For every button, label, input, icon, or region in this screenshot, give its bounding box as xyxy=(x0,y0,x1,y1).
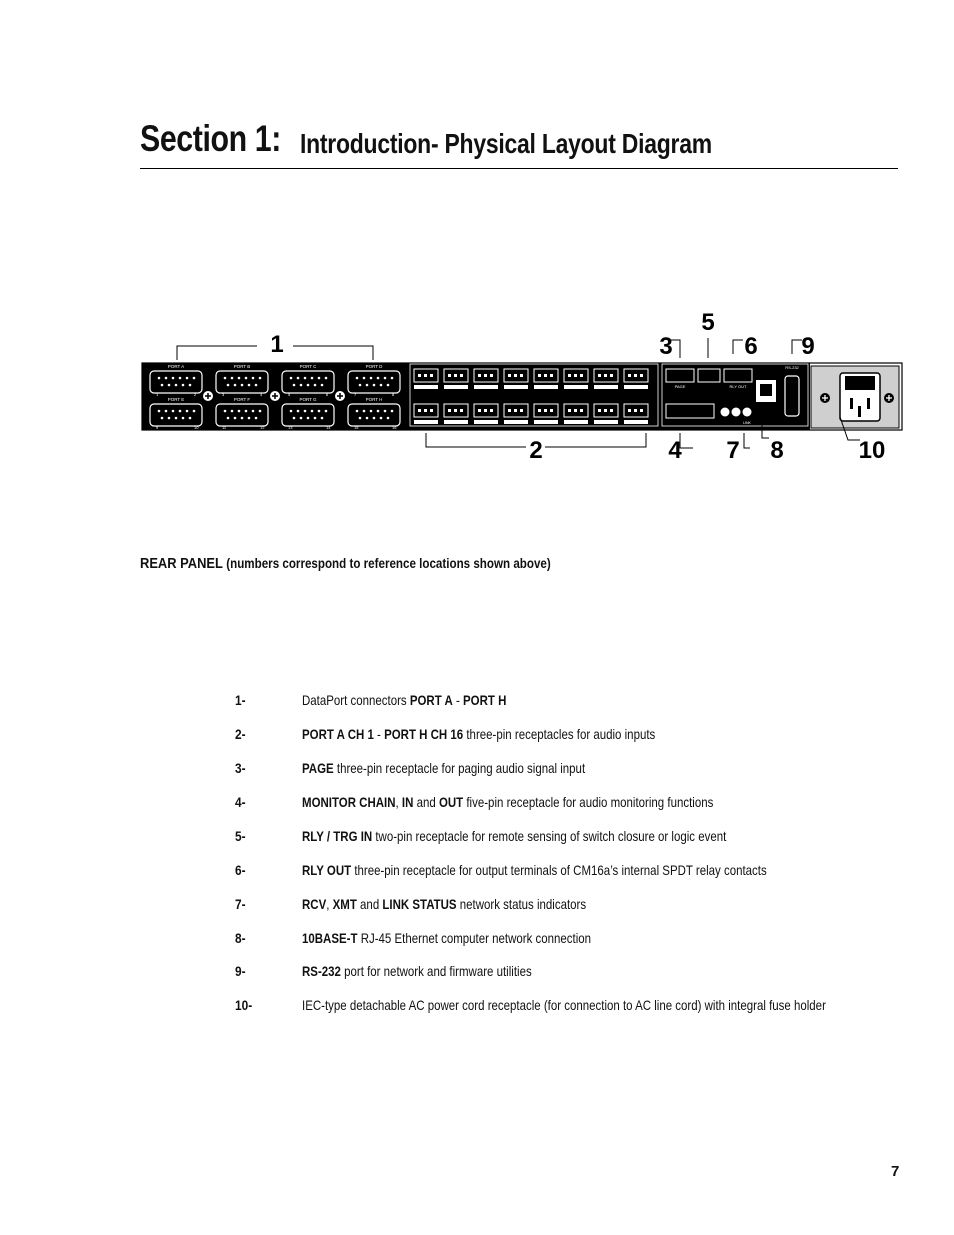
connector-pin xyxy=(255,384,258,387)
receptacle-pin xyxy=(604,409,607,412)
reference-description xyxy=(302,930,591,946)
connector-pin xyxy=(318,377,321,380)
connector-pin xyxy=(175,417,178,420)
connector-pin xyxy=(161,417,164,420)
callout-number: 2 xyxy=(529,437,543,464)
channel-label-plate xyxy=(414,385,438,389)
connector-pin xyxy=(158,410,161,413)
callout-leader xyxy=(426,433,526,447)
connector-pin xyxy=(168,417,171,420)
connector-pin xyxy=(182,417,185,420)
port-number: 4 xyxy=(260,392,263,397)
receptacle-pin xyxy=(544,409,547,412)
receptacle-pin xyxy=(610,374,613,377)
bold-term: MONITOR CHAIN xyxy=(302,794,396,810)
section-label: Section 1: xyxy=(140,118,281,159)
port-number: 16 xyxy=(392,425,397,430)
channel-label-plate xyxy=(504,420,528,424)
receptacle-pin xyxy=(634,374,637,377)
port-label: PORT B xyxy=(233,364,251,369)
receptacle-pin xyxy=(430,374,433,377)
bold-term: RLY / TRG IN xyxy=(302,828,373,844)
connector-pin xyxy=(359,384,362,387)
callout-leader xyxy=(545,433,646,447)
connector-pin xyxy=(307,384,310,387)
connector-pin xyxy=(384,377,387,380)
connector-pin xyxy=(370,410,373,413)
reference-item xyxy=(235,862,925,882)
bold-term: PORT A xyxy=(409,692,453,708)
receptacle-pin xyxy=(430,409,433,412)
receptacle-pin xyxy=(598,374,601,377)
connector-pin xyxy=(391,410,394,413)
receptacle-pin xyxy=(508,374,511,377)
description-text: two-pin receptacle for remote sensing of switch closure or logic event xyxy=(372,828,727,844)
connector-pin xyxy=(377,410,380,413)
connector-pin xyxy=(179,410,182,413)
connector-pin xyxy=(373,417,376,420)
description-text: - xyxy=(373,726,385,742)
dataport-connector xyxy=(216,371,268,393)
connector-pin xyxy=(293,417,296,420)
connector-pin xyxy=(307,417,310,420)
receptacle-pin xyxy=(538,374,541,377)
port-number: 3 xyxy=(222,392,225,397)
port-number: 14 xyxy=(326,425,331,430)
connector-pin xyxy=(384,410,387,413)
connector-pin xyxy=(290,377,293,380)
connector-pin xyxy=(293,384,296,387)
page-title: Introduction- Physical Layout Diagram xyxy=(300,128,712,159)
dataport-connector xyxy=(282,404,334,426)
description-text: and xyxy=(356,896,383,912)
connector-pin xyxy=(391,377,394,380)
bold-term: RS-232 xyxy=(302,963,341,979)
fuse-holder xyxy=(845,376,875,390)
monitor-chain-block xyxy=(666,404,714,418)
callout-number: 8 xyxy=(770,437,784,464)
port-number: 8 xyxy=(392,392,395,397)
reference-number: 3- xyxy=(235,760,246,776)
receptacle-pin xyxy=(550,374,553,377)
description-text: RJ-45 Ethernet computer network connection xyxy=(357,930,592,946)
dataport-connector xyxy=(282,371,334,393)
connector-pin xyxy=(363,377,366,380)
receptacle-pin xyxy=(598,409,601,412)
channel-label-plate xyxy=(624,420,648,424)
connector-pin xyxy=(231,410,234,413)
connector-pin xyxy=(366,417,369,420)
rear-panel-heading xyxy=(140,555,551,572)
relay-out-label: RLY OUT xyxy=(729,384,747,389)
callout-number: 9 xyxy=(801,333,815,360)
connector-pin xyxy=(359,417,362,420)
port-number: 12 xyxy=(260,425,265,430)
bold-term: RLY OUT xyxy=(302,862,352,878)
connector-pin xyxy=(193,410,196,413)
rear-panel-title: REAR PANEL xyxy=(140,555,223,572)
connector-pin xyxy=(172,377,175,380)
connector-pin xyxy=(259,410,262,413)
connector-pin xyxy=(314,384,317,387)
connector-pin xyxy=(363,410,366,413)
connector-pin xyxy=(231,377,234,380)
connector-pin xyxy=(300,417,303,420)
bold-term: PAGE xyxy=(302,760,334,776)
callout-number: 10 xyxy=(858,437,886,464)
connector-pin xyxy=(321,384,324,387)
callout-leader xyxy=(293,346,373,360)
connector-pin xyxy=(387,417,390,420)
status-led xyxy=(732,408,741,417)
connector-pin xyxy=(234,384,237,387)
description-text: - xyxy=(452,692,464,708)
description-text: , xyxy=(326,896,333,912)
port-number: 1 xyxy=(156,392,159,397)
connector-pin xyxy=(189,384,192,387)
connector-pin xyxy=(370,377,373,380)
callout-leader xyxy=(744,433,750,448)
iec-pin xyxy=(850,398,853,409)
reference-description xyxy=(302,760,585,776)
receptacle-pin xyxy=(640,409,643,412)
connector-pin xyxy=(304,410,307,413)
terminal-block xyxy=(698,369,720,382)
reference-description xyxy=(302,963,532,979)
connector-pin xyxy=(186,377,189,380)
connector-pin xyxy=(373,384,376,387)
reference-description xyxy=(302,828,726,844)
port-label: PORT D xyxy=(365,364,383,369)
receptacle-pin xyxy=(580,374,583,377)
channel-label-plate xyxy=(414,420,438,424)
callout-leader xyxy=(680,433,693,448)
rj45-opening xyxy=(760,384,772,396)
connector-pin xyxy=(186,410,189,413)
description-text: port for network and firmware utilities xyxy=(340,963,532,979)
connector-pin xyxy=(224,377,227,380)
channel-label-plate xyxy=(474,420,498,424)
callout-number: 7 xyxy=(726,437,740,464)
connector-pin xyxy=(314,417,317,420)
dataport-connector xyxy=(216,404,268,426)
receptacle-pin xyxy=(448,409,451,412)
reference-item xyxy=(235,794,925,814)
port-label: PORT E xyxy=(167,397,185,402)
reference-item xyxy=(235,930,925,950)
status-led xyxy=(743,408,752,417)
connector-pin xyxy=(297,377,300,380)
receptacle-pin xyxy=(544,374,547,377)
connector-pin xyxy=(259,377,262,380)
connector-pin xyxy=(380,417,383,420)
callout-leader xyxy=(733,340,743,354)
port-label: PORT G xyxy=(299,397,317,402)
connector-pin xyxy=(255,417,258,420)
bold-term: OUT xyxy=(438,794,464,810)
connector-pin xyxy=(245,410,248,413)
connector-pin xyxy=(321,417,324,420)
description-text: three-pin receptacles for audio inputs xyxy=(463,726,656,742)
port-label: PORT A xyxy=(167,364,185,369)
reference-number: 6- xyxy=(235,862,246,878)
reference-description xyxy=(302,862,767,878)
connector-pin xyxy=(238,410,241,413)
receptacle-pin xyxy=(460,374,463,377)
receptacle-pin xyxy=(538,409,541,412)
connector-pin xyxy=(356,410,359,413)
callout-number: 4 xyxy=(668,437,682,464)
bold-term: PORT H CH 16 xyxy=(384,726,464,742)
terminal-block xyxy=(724,369,752,382)
receptacle-pin xyxy=(484,374,487,377)
description-text: and xyxy=(413,794,439,810)
rs232-connector xyxy=(785,376,799,416)
connector-pin xyxy=(158,377,161,380)
connector-pin xyxy=(318,410,321,413)
reference-item xyxy=(235,828,925,848)
bold-term: RCV xyxy=(302,896,327,912)
reference-number: 1- xyxy=(235,692,246,708)
reference-description xyxy=(302,896,586,912)
rear-panel-diagram xyxy=(140,300,910,470)
channel-label-plate xyxy=(444,420,468,424)
audio-input-receptacles xyxy=(410,364,658,426)
rs232-label: RS-232 xyxy=(785,365,799,370)
connector-pin xyxy=(165,410,168,413)
reference-number: 9- xyxy=(235,963,246,979)
rear-panel-note: (numbers correspond to reference locations shown above) xyxy=(226,556,551,571)
connector-pin xyxy=(252,410,255,413)
callout-leader xyxy=(177,346,257,360)
connector-pin xyxy=(252,377,255,380)
port-number: 11 xyxy=(222,425,227,430)
receptacle-pin xyxy=(490,409,493,412)
title-divider xyxy=(140,168,898,169)
description-text: five-pin receptacle for audio monitoring functions xyxy=(463,794,714,810)
receptacle-pin xyxy=(628,409,631,412)
receptacle-pin xyxy=(424,409,427,412)
control-section xyxy=(662,364,894,426)
connector-pin xyxy=(193,377,196,380)
port-number: 10 xyxy=(194,425,199,430)
channel-label-plate xyxy=(564,420,588,424)
reference-item xyxy=(235,726,925,746)
receptacle-pin xyxy=(550,409,553,412)
receptacle-pin xyxy=(418,374,421,377)
connector-pin xyxy=(387,384,390,387)
reference-description xyxy=(302,726,655,742)
connector-pin xyxy=(300,384,303,387)
receptacle-pin xyxy=(478,409,481,412)
iec-pin xyxy=(867,398,870,409)
reference-number: 10- xyxy=(235,997,253,1013)
dataport-connector xyxy=(348,404,400,426)
connector-pin xyxy=(380,384,383,387)
receptacle-pin xyxy=(604,374,607,377)
port-label: PORT F xyxy=(233,397,251,402)
receptacle-pin xyxy=(514,374,517,377)
receptacle-pin xyxy=(568,374,571,377)
reference-item xyxy=(235,692,925,712)
reference-number: 8- xyxy=(235,930,246,946)
description-text: DataPort connectors xyxy=(302,692,410,708)
connector-pin xyxy=(168,384,171,387)
connector-pin xyxy=(377,377,380,380)
receptacle-pin xyxy=(448,374,451,377)
receptacle-pin xyxy=(520,409,523,412)
connector-pin xyxy=(297,410,300,413)
connector-pin xyxy=(224,410,227,413)
channel-label-plate xyxy=(594,420,618,424)
connector-pin xyxy=(189,417,192,420)
connector-pin xyxy=(245,377,248,380)
connector-pin xyxy=(311,410,314,413)
reference-number: 4- xyxy=(235,794,246,810)
iec-pin xyxy=(858,406,861,417)
bold-term: LINK STATUS xyxy=(382,896,457,912)
bold-term: IN xyxy=(401,794,414,810)
receptacle-pin xyxy=(640,374,643,377)
port-number: 9 xyxy=(156,425,159,430)
description-text: IEC-type detachable AC power cord receptacle (for connection to AC line cord) with integral fuse holder xyxy=(302,997,826,1013)
receptacle-pin xyxy=(514,409,517,412)
connector-pin xyxy=(172,410,175,413)
reference-number: 7- xyxy=(235,896,246,912)
port-number: 7 xyxy=(354,392,357,397)
channel-label-plate xyxy=(504,385,528,389)
bold-term: XMT xyxy=(332,896,357,912)
port-number: 5 xyxy=(288,392,291,397)
receptacle-pin xyxy=(460,409,463,412)
reference-description xyxy=(302,692,506,708)
connector-pin xyxy=(241,384,244,387)
receptacle-pin xyxy=(484,409,487,412)
dataport-connector xyxy=(348,371,400,393)
connector-pin xyxy=(234,417,237,420)
port-number: 15 xyxy=(354,425,359,430)
description-text: three-pin receptacle for output terminals of CM16a’s internal SPDT relay contacts xyxy=(351,862,767,878)
bold-term: 10BASE-T xyxy=(302,930,358,946)
link-label: LINK xyxy=(743,421,751,425)
channel-label-plate xyxy=(444,385,468,389)
receptacle-pin xyxy=(508,409,511,412)
status-led xyxy=(721,408,730,417)
connector-pin xyxy=(325,410,328,413)
page-label: PAGE xyxy=(674,384,686,389)
port-number: 13 xyxy=(288,425,293,430)
reference-item xyxy=(235,997,925,1017)
receptacle-pin xyxy=(574,374,577,377)
channel-label-plate xyxy=(474,385,498,389)
receptacle-pin xyxy=(478,374,481,377)
connector-pin xyxy=(290,410,293,413)
receptacle-pin xyxy=(454,409,457,412)
connector-pin xyxy=(311,377,314,380)
terminal-block xyxy=(666,369,694,382)
reference-number: 5- xyxy=(235,828,246,844)
bold-term: PORT H xyxy=(463,692,507,708)
receptacle-pin xyxy=(574,409,577,412)
reference-description xyxy=(302,794,713,810)
channel-label-plate xyxy=(564,385,588,389)
callout-number: 1 xyxy=(270,331,284,358)
receptacle-pin xyxy=(634,409,637,412)
receptacle-pin xyxy=(628,374,631,377)
channel-label-plate xyxy=(624,385,648,389)
connector-pin xyxy=(165,377,168,380)
reference-description xyxy=(302,997,826,1013)
connector-pin xyxy=(227,417,230,420)
dataport-connector xyxy=(150,371,202,393)
connector-pin xyxy=(179,377,182,380)
connector-pin xyxy=(175,384,178,387)
description-text: network status indicators xyxy=(456,896,587,912)
connector-pin xyxy=(248,417,251,420)
connector-pin xyxy=(182,384,185,387)
port-number: 2 xyxy=(194,392,197,397)
channel-label-plate xyxy=(594,385,618,389)
channel-label-plate xyxy=(534,385,558,389)
callout-number: 6 xyxy=(744,333,758,360)
description-text: , xyxy=(395,794,402,810)
port-number: 6 xyxy=(326,392,329,397)
reference-item xyxy=(235,963,925,983)
connector-pin xyxy=(227,384,230,387)
reference-item xyxy=(235,760,925,780)
connector-pin xyxy=(161,384,164,387)
connector-pin xyxy=(248,384,251,387)
channel-label-plate xyxy=(534,420,558,424)
port-label: PORT C xyxy=(299,364,317,369)
receptacle-pin xyxy=(424,374,427,377)
callout-number: 3 xyxy=(659,333,673,360)
reference-number: 2- xyxy=(235,726,246,742)
receptacle-pin xyxy=(568,409,571,412)
port-label: PORT H xyxy=(365,397,383,402)
receptacle-pin xyxy=(580,409,583,412)
reference-item xyxy=(235,896,925,916)
connector-pin xyxy=(304,377,307,380)
receptacle-pin xyxy=(520,374,523,377)
connector-pin xyxy=(325,377,328,380)
connector-pin xyxy=(238,377,241,380)
connector-pin xyxy=(356,377,359,380)
page-number: 7 xyxy=(891,1163,900,1180)
receptacle-pin xyxy=(490,374,493,377)
connector-pin xyxy=(366,384,369,387)
connector-pin xyxy=(241,417,244,420)
bold-term: PORT A CH 1 xyxy=(302,726,374,742)
receptacle-pin xyxy=(418,409,421,412)
receptacle-pin xyxy=(610,409,613,412)
description-text: three-pin receptacle for paging audio signal input xyxy=(333,760,586,776)
callout-number: 5 xyxy=(701,309,715,336)
receptacle-pin xyxy=(454,374,457,377)
dataport-connector xyxy=(150,404,202,426)
